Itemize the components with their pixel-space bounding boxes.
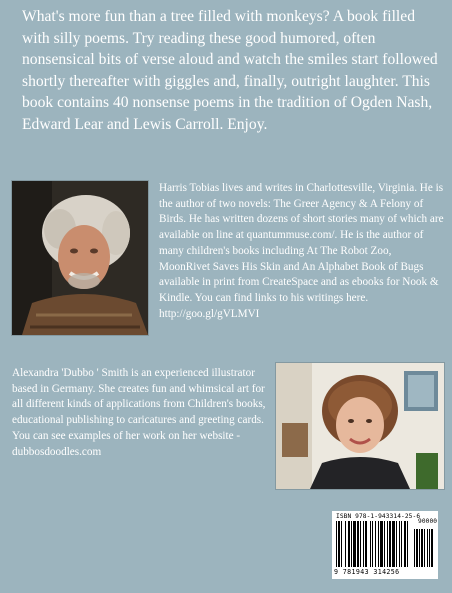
author-bio: Harris Tobias lives and writes in Charlottesville, Virginia. He is the author of two novels: The Greer Agency & A Felony of Birds. He has written dozens of short stories many of which are available on line at quantummuse.com/. He is the author of many children's books including At The Robot Zoo, MoonRivet Saves His Skin and An Alphabet Book of Bugs available in print from CreateSpace and as ebooks for Nook & Kindle. You can find links to his writings here. http://goo.gl/gVLMVI [159, 182, 444, 320]
isbn-label: ISBN 978-1-943314-25-6 90000 [336, 513, 438, 525]
illustrator-photo [276, 363, 444, 489]
barcode-digits: 9 781943 314256 [334, 568, 400, 576]
isbn-barcode [332, 511, 438, 579]
barcode-bars [336, 521, 434, 567]
illustrator-bio: Alexandra 'Dubbo ' Smith is an experienced illustrator based in Germany. She creates fun and whimsical art for all different kinds of applications from Children's books, educational publishing to caricatures and greeting cards. You can see examples of her work on her website - dubbosdoodles.com [12, 367, 266, 458]
barcode-addon-digits: 90000 [418, 518, 438, 525]
book-description: What's more fun than a tree filled with monkeys? A book filled with silly poems. Try reading these good humored, often nonsensical bits of verse aloud and watch the smiles start followed shortly thereafter with giggles and, finally, outright laughter. This book contains 40 nonsense poems in the tradition of Ogden Nash, Edward Lear and Lewis Carroll. Enjoy. [22, 8, 438, 133]
author-photo [12, 181, 148, 335]
